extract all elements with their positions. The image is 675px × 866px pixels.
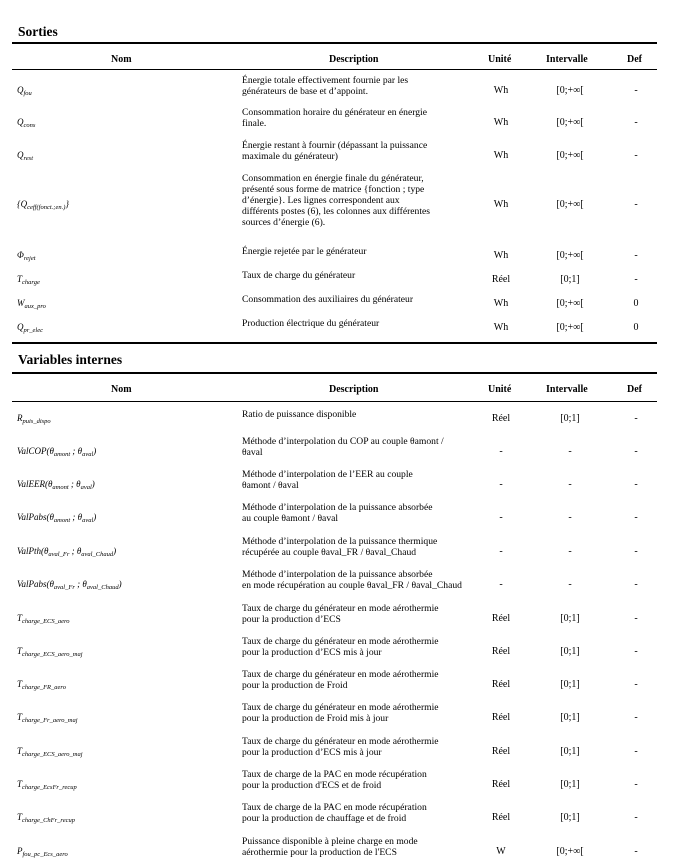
row-interval: [0;+∞[ <box>556 199 584 210</box>
section-title-sorties: Sorties <box>18 24 58 39</box>
table-row <box>0 173 675 243</box>
table-row <box>0 246 675 268</box>
name-symbol: T <box>17 612 23 623</box>
row-unit: Wh <box>493 149 509 161</box>
description-line: Taux de charge du générateur en mode aérothermie <box>242 669 439 680</box>
description-line: Énergie rejetée par le générateur <box>242 246 367 257</box>
row-name <box>17 812 75 824</box>
table-row <box>0 769 675 799</box>
description-line: pour la production de Froid mis à jour <box>242 713 389 724</box>
row-name <box>17 712 78 724</box>
row-interval: [0;1] <box>560 678 580 690</box>
row-default: - <box>634 84 638 96</box>
row-default: - <box>634 778 638 790</box>
name-subscript: charge_Fr_aero_maj <box>22 716 78 724</box>
row-description <box>242 603 470 625</box>
name-suffix: ) <box>93 511 97 522</box>
row-interval: [0;1] <box>560 778 580 790</box>
description-line: Production électrique du générateur <box>242 318 380 329</box>
row-unit: Réel <box>491 413 511 424</box>
row-interval: [0;+∞[ <box>556 149 584 161</box>
row-unit: Wh <box>493 298 509 309</box>
name-separator: ; θ <box>74 578 87 589</box>
description-line: Taux de charge du générateur en mode aérothermie <box>242 736 439 747</box>
table-row <box>0 107 675 137</box>
name-suffix: ) <box>118 578 122 589</box>
row-unit: Réel <box>491 811 511 823</box>
name-subscript: charge_FR_aero <box>22 683 66 691</box>
table-row <box>0 736 675 766</box>
row-default: - <box>634 413 638 424</box>
row-description <box>242 246 470 257</box>
row-interval: [0;1] <box>560 413 580 424</box>
name-suffix: ) <box>113 545 117 556</box>
description-line: générateurs de base et d’appoint. <box>242 86 368 97</box>
description-line: finale. <box>242 118 267 129</box>
description-line: pour la production d’ECS mis à jour <box>242 647 382 658</box>
name-symbol: Φ <box>17 250 24 260</box>
row-default: - <box>634 199 638 210</box>
table-row <box>0 318 675 340</box>
row-description <box>242 636 470 658</box>
name-subscript: aval <box>82 450 94 458</box>
row-interval: - <box>568 478 572 490</box>
row-default: - <box>634 445 638 457</box>
row-name <box>17 85 32 97</box>
row-default: - <box>634 274 638 285</box>
name-subscript: charge_ChFr_recup <box>22 816 75 824</box>
name-symbol: ValPabs(θ <box>17 578 54 589</box>
description-line: Consommation des auxiliaires du générateur <box>242 294 414 305</box>
row-name <box>17 613 70 625</box>
row-description <box>242 107 470 129</box>
table-row <box>0 702 675 732</box>
header-rule <box>12 69 657 70</box>
row-unit: Réel <box>491 778 511 790</box>
row-interval: [0;+∞[ <box>556 845 584 857</box>
description-line: Taux de charge de la PAC en mode récupération <box>242 802 427 813</box>
header-def: Def <box>627 384 642 395</box>
description-line: pour la production de Froid <box>242 680 348 691</box>
name-subscript: aval_Chaud <box>81 550 114 558</box>
row-interval: [0;+∞[ <box>556 250 584 261</box>
name-symbol: ValPth(θ <box>17 545 49 556</box>
table-row <box>0 270 675 292</box>
row-name <box>17 199 69 211</box>
description-line: Méthode d’interpolation de la puissance absorbée <box>242 502 433 513</box>
description-line: pour la production d’ECS mis à jour <box>242 747 382 758</box>
description-line: pour la production de chauffage et de froid <box>242 813 407 824</box>
row-unit: - <box>499 578 503 590</box>
row-unit: Réel <box>491 645 511 657</box>
name-subscript: charge_ECS_aero <box>22 617 70 625</box>
row-interval: [0;+∞[ <box>556 116 584 128</box>
row-interval: [0;1] <box>560 645 580 657</box>
description-line: pour la production d’ECS <box>242 614 341 625</box>
table-row <box>0 669 675 699</box>
description-line: Méthode d’interpolation de la puissance thermique <box>242 536 438 547</box>
name-subscript: aval <box>80 483 92 491</box>
row-unit: Wh <box>493 250 509 261</box>
header-unite: Unité <box>488 384 512 395</box>
table-row <box>0 836 675 866</box>
row-unit: Réel <box>491 274 511 285</box>
description-line: Taux de charge de la PAC en mode récupération <box>242 769 427 780</box>
row-description <box>242 836 470 858</box>
row-description <box>242 270 470 281</box>
table-top-rule <box>12 42 657 44</box>
table-top-rule <box>12 372 657 374</box>
row-interval: [0;1] <box>560 811 580 823</box>
name-suffix: } <box>65 199 69 209</box>
description-line: Méthode d’interpolation de la puissance absorbée <box>242 569 433 580</box>
name-symbol: R <box>17 413 23 423</box>
name-subscript: aval_Fr <box>53 583 75 591</box>
row-name <box>17 250 36 262</box>
name-suffix: ) <box>91 478 95 489</box>
description-line: Méthode d’interpolation du COP au couple θamont / <box>242 436 444 447</box>
name-subscript: aval_Chaud <box>86 583 119 591</box>
row-interval: - <box>568 511 572 523</box>
row-description <box>242 294 470 305</box>
description-line: Taux de charge du générateur <box>242 270 356 281</box>
row-name <box>17 446 96 458</box>
row-name <box>17 546 116 558</box>
description-line: au couple θamont / θaval <box>242 513 339 524</box>
row-default: - <box>634 511 638 523</box>
header-intervalle: Intervalle <box>546 384 588 395</box>
name-separator: ; θ <box>70 511 83 522</box>
table-bottom-rule <box>12 342 657 344</box>
row-name <box>17 479 95 491</box>
name-subscript: amont <box>52 483 69 491</box>
name-symbol: T <box>17 778 23 789</box>
description-line: θamont / θaval <box>242 480 299 491</box>
name-symbol: T <box>17 745 23 756</box>
description-line: récupérée au couple θaval_FR / θaval_Chaud <box>242 547 417 558</box>
name-separator: ; θ <box>70 445 83 456</box>
table-row <box>0 469 675 499</box>
row-unit: - <box>499 478 503 490</box>
header-nom: Nom <box>111 384 132 395</box>
row-interval: [0;+∞[ <box>556 84 584 96</box>
row-unit: Wh <box>493 116 509 128</box>
row-default: - <box>634 478 638 490</box>
name-symbol: W <box>17 298 25 308</box>
row-interval: [0;+∞[ <box>556 298 584 309</box>
row-default: - <box>634 612 638 624</box>
table-row <box>0 75 675 105</box>
row-default: - <box>634 711 638 723</box>
header-intervalle: Intervalle <box>546 54 588 65</box>
table-row <box>0 802 675 832</box>
row-description <box>242 736 470 758</box>
name-symbol: Q <box>17 116 24 127</box>
header-description: Description <box>329 384 379 395</box>
row-interval: [0;1] <box>560 274 580 285</box>
row-name <box>17 646 83 658</box>
table-row <box>0 502 675 532</box>
row-unit: W <box>496 845 506 857</box>
name-symbol: P <box>17 845 23 856</box>
row-name <box>17 779 77 791</box>
header-rule <box>12 401 657 402</box>
row-name <box>17 322 43 334</box>
row-default: 0 <box>633 298 639 309</box>
row-interval: - <box>568 445 572 457</box>
row-description <box>242 536 470 558</box>
row-name <box>17 579 122 591</box>
table-row <box>0 536 675 566</box>
row-name <box>17 150 33 162</box>
header-nom: Nom <box>111 54 132 65</box>
description-line: maximale du générateur) <box>242 151 338 162</box>
row-default: - <box>634 578 638 590</box>
name-subscript: aux_pro <box>24 303 46 310</box>
table-row <box>0 569 675 599</box>
row-interval: - <box>568 578 572 590</box>
name-symbol: T <box>17 274 23 284</box>
row-name <box>17 846 68 858</box>
name-symbol: Q <box>17 149 24 160</box>
name-subscript: charge_ECS_aero_maj <box>22 750 83 758</box>
description-line: Puissance disponible à pleine charge en mode <box>242 836 418 847</box>
row-description <box>242 318 470 329</box>
name-symbol: T <box>17 678 23 689</box>
description-line: θaval <box>242 447 263 458</box>
description-line: d’énergie}. Les lignes correspondent aux <box>242 195 400 206</box>
name-symbol: Q <box>17 84 24 95</box>
row-description <box>242 75 470 97</box>
row-interval: [0;1] <box>560 711 580 723</box>
name-subscript: aval <box>82 516 94 524</box>
description-line: sources d’énergie (6). <box>242 217 326 228</box>
name-symbol: ValPabs(θ <box>17 511 54 522</box>
name-subscript: charge <box>22 279 40 286</box>
name-symbol: ValCOP(θ <box>17 445 54 456</box>
row-name <box>17 298 46 310</box>
row-description <box>242 469 470 491</box>
description-line: pour la production d'ECS et de froid <box>242 780 382 791</box>
row-default: - <box>634 149 638 161</box>
name-symbol: Q <box>17 322 24 332</box>
name-separator: ; θ <box>69 545 82 556</box>
row-default: - <box>634 845 638 857</box>
row-description <box>242 769 470 791</box>
row-description <box>242 669 470 691</box>
name-subscript: fou_pc_Ecs_aero <box>22 850 68 858</box>
name-subscript: amont <box>53 516 71 524</box>
row-description <box>242 436 470 458</box>
row-name <box>17 413 51 425</box>
description-line: Taux de charge du générateur en mode aérothermie <box>242 636 439 647</box>
row-default: - <box>634 811 638 823</box>
row-unit: Réel <box>491 745 511 757</box>
row-interval: [0;+∞[ <box>556 322 584 333</box>
row-default: - <box>634 545 638 557</box>
description-line: Taux de charge du générateur en mode aérothermie <box>242 603 439 614</box>
header-unite: Unité <box>488 54 512 65</box>
name-subscript: ceff(fonct.;en.) <box>27 204 66 211</box>
name-symbol: T <box>17 811 23 822</box>
row-default: - <box>634 645 638 657</box>
name-subscript: amont <box>53 450 71 458</box>
row-description <box>242 802 470 824</box>
header-description: Description <box>329 54 379 65</box>
name-subscript: rejet <box>23 255 36 262</box>
description-line: aérothermie pour la production de l'ECS <box>242 847 397 858</box>
row-description <box>242 409 470 420</box>
row-name <box>17 679 66 691</box>
name-subscript: puis_dispo <box>22 418 51 425</box>
table-row <box>0 436 675 466</box>
name-symbol: {Q <box>17 199 28 209</box>
row-unit: - <box>499 445 503 457</box>
row-name <box>17 274 40 286</box>
description-line: présenté sous forme de matrice {fonction ; type <box>242 184 425 195</box>
row-description <box>242 140 470 162</box>
description-line: Consommation horaire du générateur en énergie <box>242 107 427 118</box>
name-subscript: cons <box>23 121 36 129</box>
name-symbol: ValEER(θ <box>17 478 53 489</box>
row-unit: Réel <box>491 711 511 723</box>
name-separator: ; θ <box>68 478 81 489</box>
row-unit: - <box>499 545 503 557</box>
row-unit: Wh <box>493 199 509 210</box>
row-default: - <box>634 678 638 690</box>
name-subscript: fou <box>23 89 32 97</box>
row-default: - <box>634 250 638 261</box>
name-subscript: rest <box>23 154 34 162</box>
table-row <box>0 636 675 666</box>
row-unit: Réel <box>491 678 511 690</box>
row-interval: [0;1] <box>560 745 580 757</box>
table-row <box>0 140 675 170</box>
row-description <box>242 502 470 524</box>
row-name <box>17 746 83 758</box>
row-default: - <box>634 745 638 757</box>
description-line: Ratio de puissance disponible <box>242 409 357 420</box>
description-line: différents postes (6), les colonnes aux différentes <box>242 206 431 217</box>
name-subscript: charge_ECS_aero_maj <box>22 650 83 658</box>
table-row <box>0 603 675 633</box>
name-subscript: charge_EcsFr_recup <box>22 783 77 791</box>
row-unit: - <box>499 511 503 523</box>
row-interval: - <box>568 545 572 557</box>
description-line: Énergie totale effectivement fournie par les <box>242 75 409 86</box>
row-name <box>17 117 35 129</box>
description-line: en mode récupération au couple θaval_FR / θaval_Chaud <box>242 580 462 591</box>
row-unit: Wh <box>493 322 509 333</box>
section-title-variables-internes: Variables internes <box>18 352 123 367</box>
name-suffix: ) <box>93 445 97 456</box>
name-subscript: aval_Fr <box>48 550 70 558</box>
header-def: Def <box>627 54 642 65</box>
row-name <box>17 512 96 524</box>
description-line: Énergie restant à fournir (dépassant la puissance <box>242 140 428 151</box>
description-line: Consommation en énergie finale du générateur, <box>242 173 424 184</box>
name-subscript: pr_elec <box>23 327 43 334</box>
row-default: - <box>634 116 638 128</box>
name-symbol: T <box>17 645 23 656</box>
row-interval: [0;1] <box>560 612 580 624</box>
row-default: 0 <box>633 322 639 333</box>
row-unit: Wh <box>493 84 509 96</box>
row-description <box>242 702 470 724</box>
table-row <box>0 294 675 316</box>
description-line: Taux de charge du générateur en mode aérothermie <box>242 702 439 713</box>
row-description <box>242 569 470 591</box>
name-symbol: T <box>17 711 23 722</box>
row-unit: Réel <box>491 612 511 624</box>
row-description <box>242 173 470 228</box>
description-line: Méthode d’interpolation de l’EER au couple <box>242 469 413 480</box>
table-row <box>0 409 675 431</box>
